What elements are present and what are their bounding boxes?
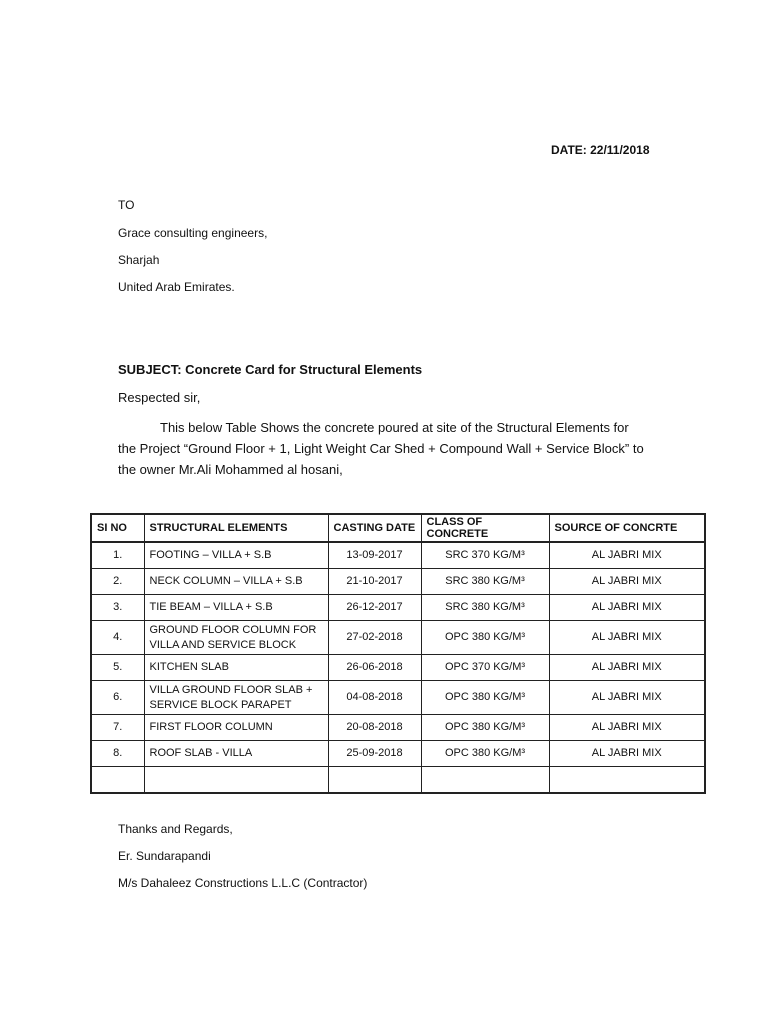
cell-empty [421, 767, 549, 794]
cell-casting-date: 21-10-2017 [328, 569, 421, 595]
cell-casting-date: 26-06-2018 [328, 655, 421, 681]
table-row [91, 621, 705, 655]
cell-element [144, 621, 328, 655]
table-row [91, 569, 705, 595]
cell-concrete-class: SRC 380 KG/M³ [421, 595, 549, 621]
cell-element-line: SERVICE BLOCK PARAPET [149, 698, 292, 711]
cell-empty [549, 767, 705, 794]
cell-casting-date: 04-08-2018 [328, 681, 421, 715]
cell-element: ROOF SLAB - VILLA [144, 741, 328, 767]
cell-source: AL JABRI MIX [549, 542, 705, 569]
cell-empty [91, 767, 144, 794]
cell-casting-date: 25-09-2018 [328, 741, 421, 767]
cell-casting-date: 27-02-2018 [328, 621, 421, 655]
body-line: the Project “Ground Floor + 1, Light Weight Car Shed + Compound Wall + Service Block” to [118, 441, 644, 456]
table-row [91, 741, 705, 767]
cell-source: AL JABRI MIX [549, 741, 705, 767]
body-paragraph [118, 417, 678, 480]
header-casting-date: CASTING DATE [328, 514, 421, 542]
cell-concrete-class: OPC 370 KG/M³ [421, 655, 549, 681]
cell-element-line: VILLA AND SERVICE BLOCK [149, 638, 297, 651]
cell-concrete-class: OPC 380 KG/M³ [421, 681, 549, 715]
cell-si-no: 1. [91, 542, 144, 569]
header-structural-elements: STRUCTURAL ELEMENTS [144, 514, 328, 542]
cell-concrete-class: SRC 380 KG/M³ [421, 569, 549, 595]
address-to: TO [118, 198, 135, 212]
cell-element-line: VILLA GROUND FLOOR SLAB + [149, 683, 313, 696]
body-line: the owner Mr.Ali Mohammed al hosani, [118, 462, 343, 477]
cell-source: AL JABRI MIX [549, 569, 705, 595]
cell-source: AL JABRI MIX [549, 655, 705, 681]
cell-element: KITCHEN SLAB [144, 655, 328, 681]
cell-concrete-class: SRC 370 KG/M³ [421, 542, 549, 569]
header-si-no: SI NO [91, 514, 144, 542]
cell-source: AL JABRI MIX [549, 621, 705, 655]
salutation: Respected sir, [118, 390, 201, 405]
table-row [91, 595, 705, 621]
cell-si-no: 6. [91, 681, 144, 715]
cell-element-line: GROUND FLOOR COLUMN FOR [149, 623, 317, 636]
cell-casting-date: 26-12-2017 [328, 595, 421, 621]
table-row [91, 715, 705, 741]
body-line: This below Table Shows the concrete poured at site of the Structural Elements for [160, 420, 629, 435]
cell-si-no: 7. [91, 715, 144, 741]
address-city: Sharjah [118, 253, 160, 267]
address-company: Grace consulting engineers, [118, 226, 268, 240]
cell-si-no: 4. [91, 621, 144, 655]
cell-si-no: 8. [91, 741, 144, 767]
closing-regards: Thanks and Regards, [118, 822, 233, 836]
cell-empty [144, 767, 328, 794]
concrete-card-table [90, 513, 706, 794]
letter-subject: SUBJECT: Concrete Card for Structural Elements [118, 362, 423, 377]
cell-casting-date: 13-09-2017 [328, 542, 421, 569]
cell-empty [328, 767, 421, 794]
cell-concrete-class: OPC 380 KG/M³ [421, 621, 549, 655]
cell-concrete-class: OPC 380 KG/M³ [421, 715, 549, 741]
cell-element: NECK COLUMN – VILLA + S.B [144, 569, 328, 595]
signatory-company: M/s Dahaleez Constructions L.L.C (Contractor) [118, 876, 368, 890]
table-row [91, 655, 705, 681]
cell-source: AL JABRI MIX [549, 681, 705, 715]
table-row [91, 681, 705, 715]
table-header-row [91, 514, 705, 542]
cell-casting-date: 20-08-2018 [328, 715, 421, 741]
signatory-name: Er. Sundarapandi [118, 849, 211, 863]
cell-concrete-class: OPC 380 KG/M³ [421, 741, 549, 767]
cell-source: AL JABRI MIX [549, 595, 705, 621]
table-row [91, 542, 705, 569]
cell-si-no: 5. [91, 655, 144, 681]
cell-si-no: 3. [91, 595, 144, 621]
letter-date: DATE: 22/11/2018 [551, 143, 650, 157]
cell-element: FIRST FLOOR COLUMN [144, 715, 328, 741]
cell-si-no: 2. [91, 569, 144, 595]
header-source-of-concrete: SOURCE OF CONCRTE [549, 514, 705, 542]
cell-element: FOOTING – VILLA + S.B [144, 542, 328, 569]
address-country: United Arab Emirates. [118, 280, 235, 294]
header-class-of-concrete: CLASS OF CONCRETE [421, 514, 549, 542]
cell-element: TIE BEAM – VILLA + S.B [144, 595, 328, 621]
cell-element [144, 681, 328, 715]
table-row-empty [91, 767, 705, 794]
cell-source: AL JABRI MIX [549, 715, 705, 741]
